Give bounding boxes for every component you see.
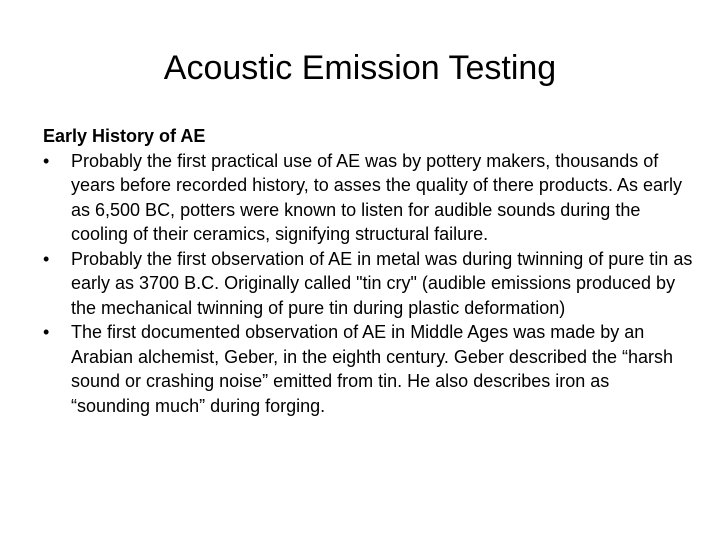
bullet-text: Probably the first practical use of AE was by pottery makers, thousands of years before recorded history, to asses the quality of there products. As early as 6,500 BC, potters were known to listen for audible sounds during the cooling of their ceramics, signifying structural failure.: [71, 150, 682, 244]
bullet-icon: •: [43, 150, 50, 171]
bullet-text: The first documented observation of AE in Middle Ages was made by an Arabian alchemist, Geber, in the eighth century. Geber described the “harsh sound or crashing noise” emitted from tin. He also describes iron as “sounding much” during forging.: [71, 322, 673, 416]
bullet-item: [43, 247, 693, 321]
slide-title: Acoustic Emission Testing: [163, 49, 557, 87]
bullet-list: [43, 149, 693, 419]
bullet-icon: •: [43, 322, 50, 342]
bullet-icon: •: [43, 248, 50, 269]
slide-content: [43, 124, 693, 418]
bullet-text: Probably the first observation of AE in metal was during twinning of pure tin as early as 3700 B.C. Originally called "tin cry" (audible emissions produced by the mechanical twinning of pure tin during plastic deformation): [71, 248, 693, 318]
bullet-item: [43, 320, 693, 418]
section-heading: Early History of AE: [43, 126, 206, 146]
bullet-item: [43, 149, 693, 247]
